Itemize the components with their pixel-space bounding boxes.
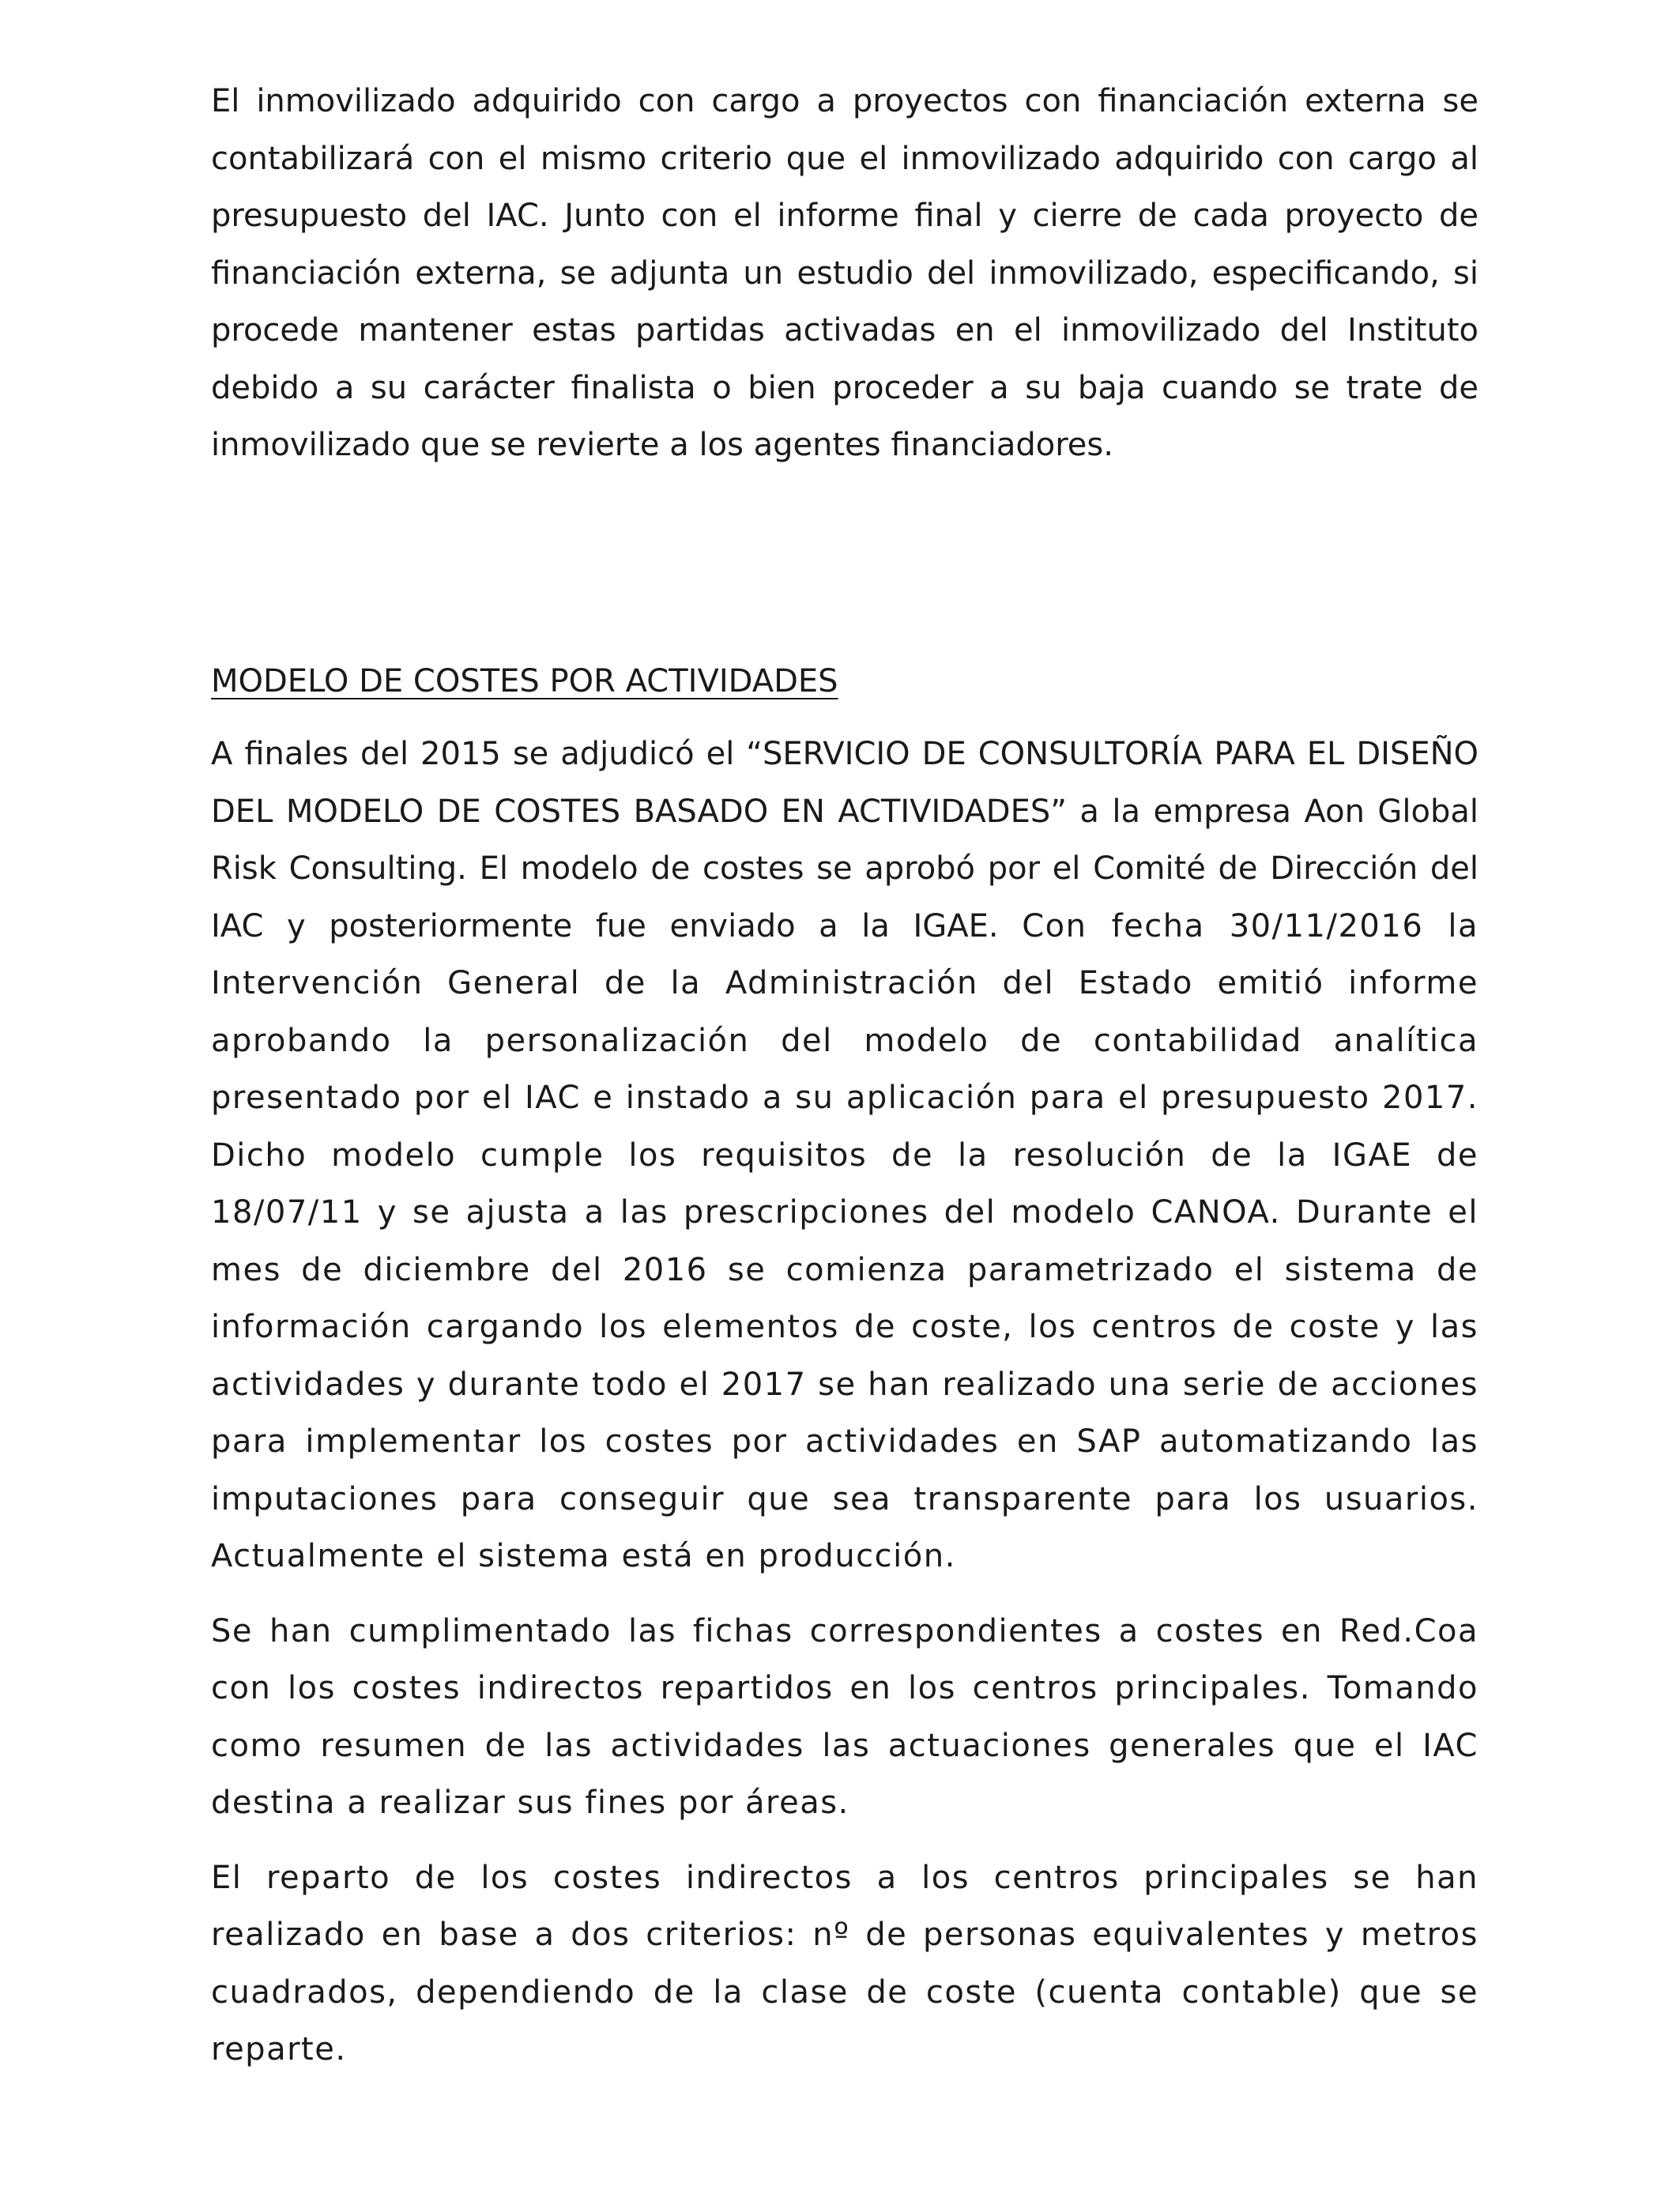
section-heading: MODELO DE COSTES POR ACTIVIDADES <box>211 662 838 699</box>
paragraph-modelo-costes-part-1: A finales del 2015 se adjudicó el “SERVICIO DE CONSULTORÍA PARA EL DISEÑO DEL MODELO DE COSTES BASADO EN ACTIVIDADES” a la empresa Aon Global Risk Consulting. El modelo de costes se aprobó por el Comité de Dirección del IAC y posteriormente fue enviado a la IGAE. <box>211 736 1478 944</box>
document-body <box>211 73 1478 2079</box>
paragraph-modelo-costes <box>211 726 1478 1585</box>
paragraph-reparto-costes: El reparto de los costes indirectos a los centros principales se han realizado en base a dos criterios: nº de personas equivalentes y metros cuadrados, dependiendo de la clase de coste (cuenta contable) que se reparte. <box>211 1859 1478 2068</box>
paragraph-modelo-costes-part-2: Con fecha 30/11/2016 la Intervención General de la Administración del Estado emitió informe aprobando la personalización del modelo de contabilidad analítica presentado por el IAC e instado a su aplicación para el presupuesto 2017. Dicho modelo cumple los requisitos de la resolución de la IGAE de 18/07/11 y se ajusta a las prescripciones del modelo CANOA. Durante el mes de diciembre del 2016 se comienza parametrizado el sistema de información cargando los elementos de coste, los centros de coste y las actividades y durante todo el 2017 se han realizado una serie de acciones para implementar los costes por actividades en SAP automatizando las imputaciones para conseguir que sea transparente para los usuarios. Actualmente el sistema está en producción. <box>211 907 1479 1574</box>
paragraph-inmovilizado: El inmovilizado adquirido con cargo a proyectos con financiación externa se contabilizará con el mismo criterio que el inmovilizado adquirido con cargo al presupuesto del IAC. Junto con el informe final y cierre de cada proyecto de financiación externa, se adjunta un estudio del inmovilizado, especificando, si procede mantener estas partidas activadas en el inmovilizado del Instituto debido a su carácter finalista o bien proceder a su baja cuando se trate de inmovilizado que se revierte a los agentes financiadores. <box>211 83 1478 463</box>
paragraph-fichas-costes: Se han cumplimentado las fichas correspondientes a costes en Red.Coa con los costes indirectos repartidos en los centros principales. Tomando como resumen de las actividades las actuaciones generales que el IAC destina a realizar sus fines por áreas. <box>211 1612 1478 1821</box>
